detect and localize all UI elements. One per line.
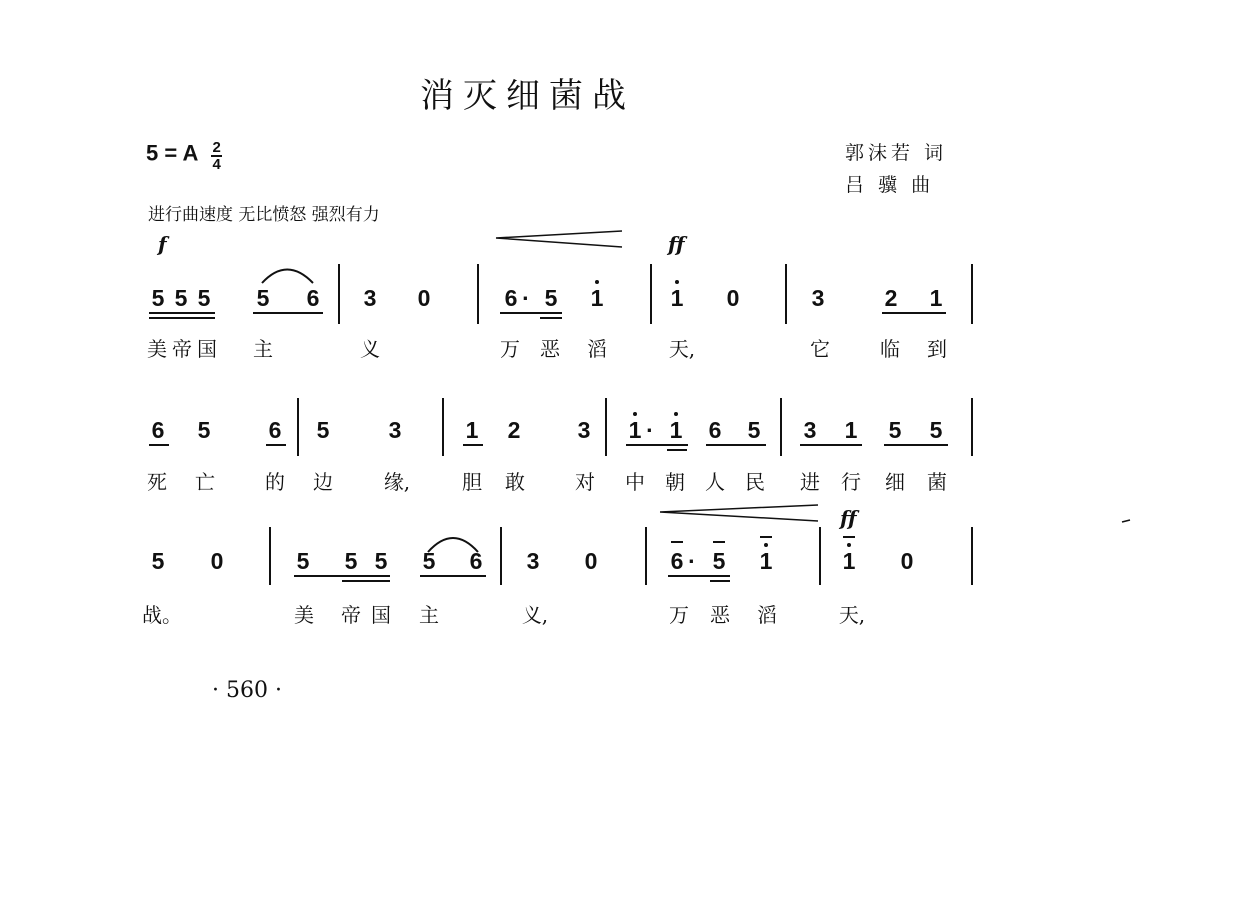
note: 3 xyxy=(803,417,817,443)
accent-dash xyxy=(843,536,855,538)
note: 1 xyxy=(844,417,858,443)
note: 6 xyxy=(306,285,320,311)
note: 0 xyxy=(900,548,914,574)
note: 6 xyxy=(504,285,518,311)
note: 3 xyxy=(526,548,540,574)
note: 5 xyxy=(422,548,436,574)
underline xyxy=(882,312,946,314)
note: 0 xyxy=(726,285,740,311)
tempo-marking: 进行曲速度 无比愤怒 强烈有力 xyxy=(148,205,380,225)
lyric-syllable: 天, xyxy=(838,603,866,627)
note: 5 xyxy=(888,417,902,443)
accent-dash xyxy=(713,541,725,543)
note: 6 xyxy=(268,417,282,443)
underline xyxy=(626,444,688,446)
lyric-syllable: 人 xyxy=(705,470,725,494)
lyric-syllable: 义, xyxy=(521,603,549,627)
lyric-syllable: 帝 xyxy=(172,337,192,361)
lyric-syllable: 的 xyxy=(265,470,285,494)
lyric-syllable: 天, xyxy=(668,337,696,361)
lyric-syllable: 临 xyxy=(880,337,900,361)
lyric-syllable: 美 xyxy=(294,603,314,627)
time-bottom: 4 xyxy=(212,156,221,173)
underline xyxy=(266,444,286,446)
note: 5 xyxy=(256,285,270,311)
note: 5 xyxy=(316,417,330,443)
note: 3 xyxy=(388,417,402,443)
note: 3 xyxy=(363,285,377,311)
note: 2 xyxy=(884,285,898,311)
note: 0 xyxy=(210,548,224,574)
lyric-syllable: 国 xyxy=(371,603,391,627)
lyric-syllable: 中 xyxy=(625,470,645,494)
accent-dash xyxy=(760,536,772,538)
barline xyxy=(819,527,821,585)
barline xyxy=(338,264,340,324)
underline xyxy=(420,575,486,577)
note: 1 xyxy=(929,285,943,311)
augmentation-dot: · xyxy=(522,285,530,311)
underline xyxy=(294,575,390,577)
barline xyxy=(780,398,782,456)
note: 6 xyxy=(670,548,684,574)
lyric-syllable: 义 xyxy=(360,337,380,361)
underline xyxy=(342,580,390,582)
crescendo-hairpin xyxy=(660,505,818,521)
note: 1 xyxy=(465,417,479,443)
note: 0 xyxy=(584,548,598,574)
note: 1 xyxy=(670,285,684,311)
barline xyxy=(500,527,502,585)
crescendo-hairpin xyxy=(496,231,622,247)
lyric-syllable: 行 xyxy=(841,470,861,494)
lyric-syllable: 对 xyxy=(575,470,595,494)
lyric-syllable: 缘, xyxy=(383,470,411,494)
time-top: 2 xyxy=(212,139,221,156)
octave-dot xyxy=(675,280,679,284)
note: 5 xyxy=(374,548,388,574)
barline xyxy=(971,398,973,456)
underline xyxy=(667,449,687,451)
note: 1 xyxy=(590,285,604,311)
lyric-syllable: 民 xyxy=(745,470,765,494)
barline xyxy=(971,527,973,585)
accent-dash xyxy=(671,541,683,543)
underline xyxy=(710,580,730,582)
note: 5 xyxy=(747,417,761,443)
underline xyxy=(884,444,948,446)
lyric-syllable: 主 xyxy=(253,337,273,361)
underline xyxy=(500,312,562,314)
lyric-syllable: 敢 xyxy=(505,470,525,494)
tick-mark xyxy=(1122,520,1130,522)
underline xyxy=(800,444,862,446)
lyric-syllable: 朝 xyxy=(665,470,685,494)
lyric-syllable: 国 xyxy=(197,337,217,361)
octave-dot xyxy=(633,412,637,416)
barline xyxy=(785,264,787,324)
underline xyxy=(149,317,215,319)
dynamic-fortissimo: ff xyxy=(840,506,857,530)
underline xyxy=(668,575,730,577)
lyric-syllable: 到 xyxy=(927,337,947,361)
note: 6 xyxy=(469,548,483,574)
lyric-syllable: 滔 xyxy=(757,603,777,627)
lyric-syllable: 美 xyxy=(147,337,167,361)
key-label: 5 = A xyxy=(146,140,199,166)
note: 6 xyxy=(708,417,722,443)
barline xyxy=(650,264,652,324)
underline xyxy=(540,317,562,319)
lyric-syllable: 菌 xyxy=(927,470,947,494)
lyric-syllable: 胆 xyxy=(462,470,482,494)
octave-dot xyxy=(847,543,851,547)
lyric-syllable: 滔 xyxy=(587,337,607,361)
composer-credit: 吕 骥 曲 xyxy=(845,174,935,196)
barline xyxy=(477,264,479,324)
note: 5 xyxy=(296,548,310,574)
slur xyxy=(262,270,313,284)
lyric-syllable: 进 xyxy=(800,470,820,494)
note: 5 xyxy=(151,285,165,311)
lyric-syllable: 主 xyxy=(419,603,439,627)
dynamic-forte: f xyxy=(158,232,167,256)
lyric-syllable: 恶 xyxy=(540,337,560,361)
note: 3 xyxy=(811,285,825,311)
note: 0 xyxy=(417,285,431,311)
note: 5 xyxy=(197,285,211,311)
underline xyxy=(253,312,323,314)
lyric-syllable: 边 xyxy=(313,470,333,494)
note: 5 xyxy=(929,417,943,443)
note: 3 xyxy=(577,417,591,443)
underline xyxy=(706,444,766,446)
note: 2 xyxy=(507,417,521,443)
note: 5 xyxy=(197,417,211,443)
page-number: · 560 · xyxy=(212,678,282,703)
barline xyxy=(645,527,647,585)
note: 5 xyxy=(151,548,165,574)
lyric-syllable: 恶 xyxy=(710,603,730,627)
lyric-syllable: 战。 xyxy=(142,603,182,627)
underline xyxy=(149,444,169,446)
barline xyxy=(605,398,607,456)
lyric-syllable: 细 xyxy=(885,470,905,494)
barline xyxy=(269,527,271,585)
note: 1 xyxy=(628,417,642,443)
note: 5 xyxy=(544,285,558,311)
lyric-syllable: 死 xyxy=(147,470,167,494)
lyric-syllable: 万 xyxy=(669,603,689,627)
note: 1 xyxy=(842,548,856,574)
augmentation-dot: · xyxy=(646,417,654,443)
octave-dot xyxy=(595,280,599,284)
underline xyxy=(149,312,215,314)
note: 5 xyxy=(344,548,358,574)
dynamic-fortissimo: ff xyxy=(668,232,685,256)
lyric-syllable: 它 xyxy=(810,337,830,361)
note: 1 xyxy=(669,417,683,443)
note: 6 xyxy=(151,417,165,443)
octave-dot xyxy=(764,543,768,547)
song-title: 消灭细菌战 xyxy=(420,76,635,116)
lyric-syllable: 帝 xyxy=(341,603,361,627)
barline xyxy=(442,398,444,456)
note: 5 xyxy=(174,285,188,311)
note: 1 xyxy=(759,548,773,574)
lyricist-credit: 郭沫若 词 xyxy=(845,142,948,164)
lyric-syllable: 万 xyxy=(500,337,520,361)
augmentation-dot: · xyxy=(688,548,696,574)
barline xyxy=(971,264,973,324)
note: 5 xyxy=(712,548,726,574)
underline xyxy=(463,444,483,446)
lyric-syllable: 亡 xyxy=(195,470,215,494)
barline xyxy=(297,398,299,456)
octave-dot xyxy=(674,412,678,416)
